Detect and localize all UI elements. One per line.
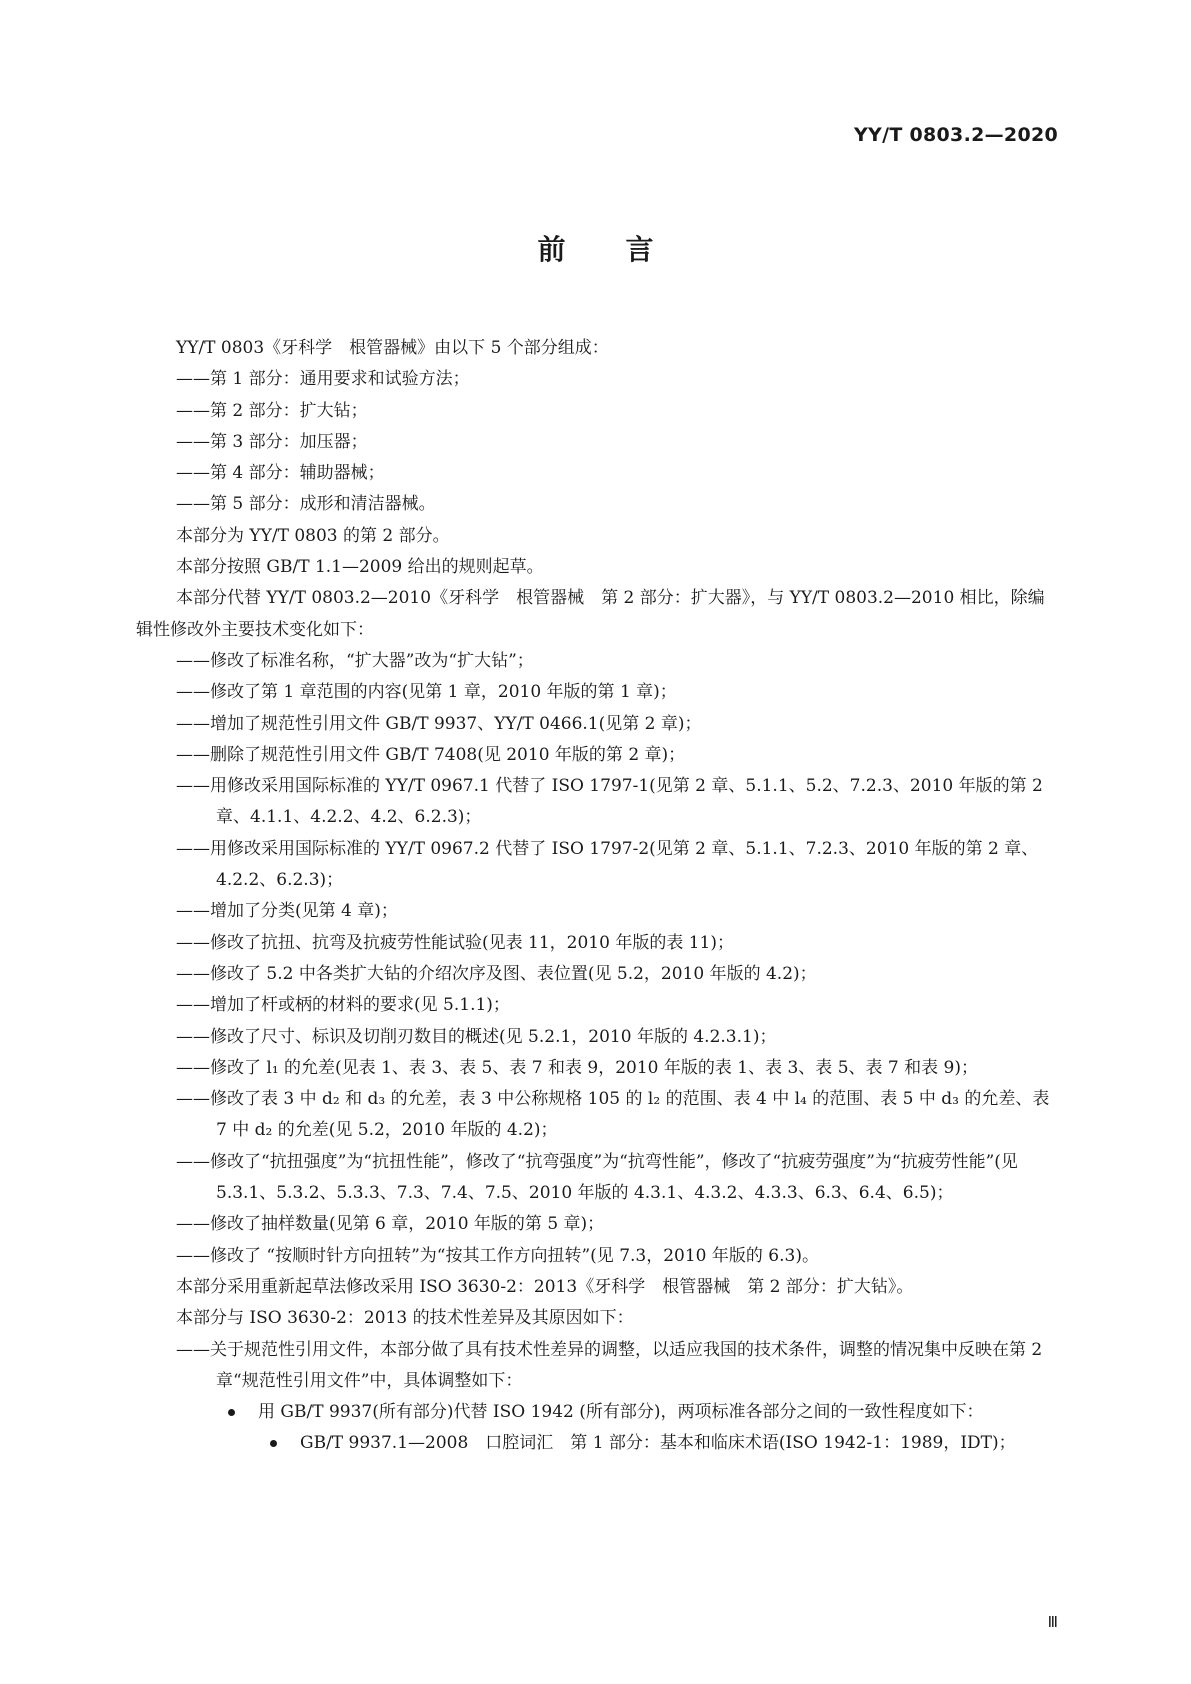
rules-paragraph: 本部分按照 GB/T 1.1—2009 给出的规则起草。: [176, 557, 544, 578]
change-item: ——修改了 5.2 中各类扩大钻的介绍次序及图、表位置(见 5.2，2010 年版的 4.2)；: [176, 963, 817, 984]
diff-paragraph: 本部分与 ISO 3630-2：2013 的技术性差异及其原因如下：: [176, 1308, 634, 1329]
change-item: ——修改了“抗扭强度”为“抗扭性能”，修改了“抗弯强度”为“抗弯性能”，修改了“抗疲劳强度”为“抗疲劳性能”(见 5.3.1、5.3.2、5.3.3、7.3、7.4、7.5、2010 年版的 4.3.1、4.3.2、4.3.3、6.3、6.4、6.5)；: [176, 1151, 1018, 1204]
diff-item: ——关于规范性引用文件，本部分做了具有技术性差异的调整，以适应我国的技术条件，调整的情况集中反映在第 2 章“规范性引用文件”中，具体调整如下：: [176, 1339, 1043, 1391]
page-number: Ⅲ: [1047, 1613, 1058, 1631]
change-item: ——删除了规范性引用文件 GB/T 7408(见 2010 年版的第 2 章)；: [176, 744, 686, 765]
sub-bullet-text: GB/T 9937.1—2008 口腔词汇 第 1 部分：基本和临床术语(ISO 1942-1：1989，IDT)；: [300, 1433, 1016, 1454]
part-item: ——第 1 部分：通用要求和试验方法；: [176, 369, 470, 390]
change-item: ——修改了尺寸、标识及切削刃数目的概述(见 5.2.1，2010 年版的 4.2.3.1)；: [176, 1026, 777, 1047]
bullet-dot-icon: [228, 1409, 235, 1416]
replace-paragraph: 本部分代替 YY/T 0803.2—2010《牙科学 根管器械 第 2 部分：扩大器》，与 YY/T 0803.2—2010 相比，除编辑性修改外主要技术变化如下：: [136, 588, 1045, 640]
foreword-body: [136, 333, 1056, 1460]
change-item: ——修改了 l₁ 的允差(见表 1、表 3、表 5、表 7 和表 9，2010 年版的表 1、表 3、表 5、表 7 和表 9)；: [176, 1057, 978, 1078]
change-item: ——修改了抗扭、抗弯及抗疲劳性能试验(见表 11，2010 年版的表 11)；: [176, 932, 735, 953]
change-item: ——修改了 “按顺时针方向扭转”为“按其工作方向扭转”(见 7.3，2010 年版的 6.3)。: [176, 1245, 819, 1266]
page-title: 前言: [537, 233, 714, 266]
standard-code: YY/T 0803.2—2020: [853, 124, 1058, 146]
change-item: ——修改了标准名称，“扩大器”改为“扩大钻”；: [176, 650, 534, 671]
sub-bullet-item: [136, 1428, 1056, 1459]
part-item: ——第 2 部分：扩大钻；: [176, 400, 368, 421]
part-of-paragraph: 本部分为 YY/T 0803 的第 2 部分。: [176, 525, 450, 546]
part-item: ——第 3 部分：加压器；: [176, 431, 368, 452]
change-item: ——修改了第 1 章范围的内容(见第 1 章，2010 年版的第 1 章)；: [176, 682, 677, 703]
intro-paragraph: YY/T 0803《牙科学 根管器械》由以下 5 个部分组成：: [176, 338, 609, 358]
change-item: ——用修改采用国际标准的 YY/T 0967.1 代替了 ISO 1797-1(见第 2 章、5.1.1、5.2、7.2.3、2010 年版的第 2 章、4.1.1、4.2.2、4.2、6.2.3)；: [176, 776, 1043, 828]
change-item: ——用修改采用国际标准的 YY/T 0967.2 代替了 ISO 1797-2(见第 2 章、5.1.1、7.2.3、2010 年版的第 2 章、4.2.2、6.2.3)；: [176, 838, 1039, 891]
adopt-paragraph: 本部分采用重新起草法修改采用 ISO 3630-2：2013《牙科学 根管器械 第 2 部分：扩大钻》。: [176, 1276, 914, 1297]
part-item: ——第 5 部分：成形和清洁器械。: [176, 494, 436, 515]
change-item: ——增加了分类(见第 4 章)；: [176, 901, 398, 922]
bullet-dot-icon: [270, 1440, 277, 1447]
change-item: ——修改了抽样数量(见第 6 章，2010 年版的第 5 章)；: [176, 1214, 605, 1235]
part-item: ——第 4 部分：辅助器械；: [176, 463, 385, 484]
change-item: ——增加了杆或柄的材料的要求(见 5.1.1)；: [176, 995, 510, 1016]
change-item: ——增加了规范性引用文件 GB/T 9937、YY/T 0466.1(见第 2 章)；: [176, 713, 702, 734]
bullet-text: 用 GB/T 9937(所有部分)代替 ISO 1942 (所有部分)，两项标准各部分之间的一致性程度如下：: [258, 1402, 984, 1423]
bullet-item: [136, 1397, 1056, 1428]
change-item: ——修改了表 3 中 d₂ 和 d₃ 的允差，表 3 中公称规格 105 的 l₂ 的范围、表 4 中 l₄ 的范围、表 5 中 d₃ 的允差、表 7 中 d₂ 的允差(见 5.2，2010 年版的 4.2)；: [176, 1089, 1050, 1141]
